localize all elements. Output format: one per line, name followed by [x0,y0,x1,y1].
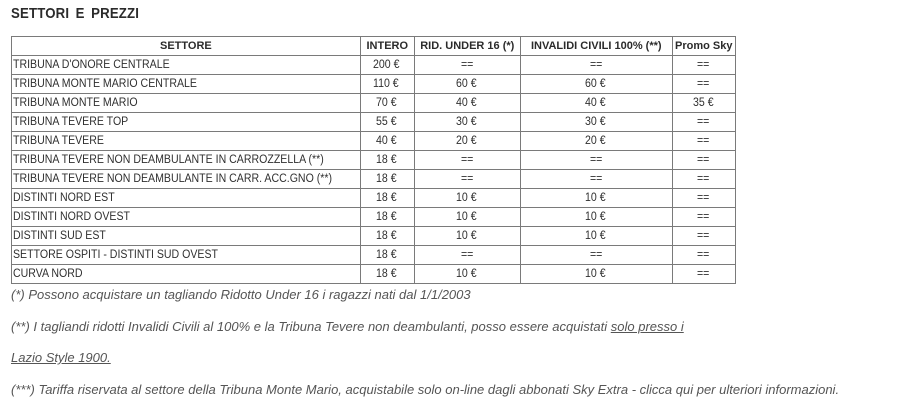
cell-text: 110 € [373,78,399,90]
cell-intero [360,56,414,75]
cell-text: 30 € [456,116,477,128]
cell-intero [360,132,414,151]
note-invalidi-civili [11,319,684,334]
cell-text: == [589,59,602,71]
cell-rid-under-16 [414,94,520,113]
cell-text: 20 € [456,135,477,147]
cell-intero [360,170,414,189]
cell-text: 60 € [585,78,606,90]
cell-text: == [697,211,710,223]
cell-text: TRIBUNA TEVERE [13,135,104,147]
cell-intero [360,75,414,94]
cell-settore [12,94,361,113]
cell-settore [12,56,361,75]
table-row [12,75,736,94]
cell-rid-under-16 [414,113,520,132]
cell-invalidi-civili [520,170,672,189]
lazio-style-link[interactable]: Lazio Style 1900. [11,350,111,365]
cell-intero [360,208,414,227]
cell-promo-sky [672,94,735,113]
cell-text: == [589,249,602,261]
cell-text: == [697,59,710,71]
cell-rid-under-16 [414,56,520,75]
cell-text: DISTINTI NORD EST [13,192,115,204]
cell-text: 70 € [376,97,397,109]
cell-text: == [697,135,710,147]
cell-text: 40 € [585,97,606,109]
cell-settore [12,151,361,170]
cell-rid-under-16 [414,208,520,227]
cell-text: == [697,78,710,90]
cell-text: == [460,59,473,71]
cell-intero [360,265,414,284]
header-promo-sky: Promo Sky [672,37,735,56]
prices-table [11,36,736,284]
cell-rid-under-16 [414,75,520,94]
cell-invalidi-civili [520,246,672,265]
cell-promo-sky [672,246,735,265]
cell-promo-sky [672,56,735,75]
cell-text: CURVA NORD [13,268,83,280]
cell-intero [360,189,414,208]
cell-rid-under-16 [414,227,520,246]
cell-invalidi-civili [520,56,672,75]
cell-intero [360,227,414,246]
cell-promo-sky [672,151,735,170]
note-promo-sky[interactable]: (***) Tariffa riservata al settore della Tribuna Monte Mario, acquistabile solo on-line dagli abbonati Sky Extra - clicca qui per ulteriori informazioni. [11,382,840,397]
cell-text: 18 € [376,211,397,223]
cell-invalidi-civili [520,189,672,208]
cell-text: TRIBUNA MONTE MARIO [13,97,138,109]
cell-text: SETTORE OSPITI - DISTINTI SUD OVEST [13,249,218,261]
cell-text: TRIBUNA TEVERE NON DEAMBULANTE IN CARR. ACC.GNO (**) [13,173,333,185]
cell-text: 18 € [376,173,397,185]
cell-intero [360,151,414,170]
cell-text: DISTINTI NORD OVEST [13,211,130,223]
cell-intero [360,246,414,265]
cell-text: 18 € [376,268,397,280]
cell-text: == [589,173,602,185]
cell-promo-sky [672,113,735,132]
cell-rid-under-16 [414,265,520,284]
cell-text: 60 € [456,78,477,90]
cell-text: 20 € [585,135,606,147]
cell-text: 55 € [376,116,397,128]
cell-text: 10 € [456,211,477,223]
cell-rid-under-16 [414,151,520,170]
cell-rid-under-16 [414,170,520,189]
cell-text: 10 € [585,268,606,280]
cell-text: 18 € [376,249,397,261]
cell-text: 18 € [376,230,397,242]
cell-text: == [697,116,710,128]
table-row [12,94,736,113]
cell-settore [12,227,361,246]
cell-settore [12,75,361,94]
cell-invalidi-civili [520,227,672,246]
header-intero: INTERO [360,37,414,56]
cell-promo-sky [672,189,735,208]
cell-settore [12,189,361,208]
cell-text: TRIBUNA D'ONORE CENTRALE [13,59,170,71]
note-under-16: (*) Possono acquistare un tagliando Ridotto Under 16 i ragazzi nati dal 1/1/2003 [11,287,471,302]
table-row [12,170,736,189]
cell-text: == [697,154,710,166]
cell-text: == [589,154,602,166]
cell-text: 18 € [376,192,397,204]
cell-settore [12,265,361,284]
cell-invalidi-civili [520,75,672,94]
table-row [12,208,736,227]
cell-promo-sky [672,265,735,284]
cell-invalidi-civili [520,208,672,227]
cell-invalidi-civili [520,132,672,151]
cell-text: TRIBUNA TEVERE NON DEAMBULANTE IN CARROZZELLA (**) [13,154,324,166]
cell-text: 10 € [456,192,477,204]
cell-text: 35 € [692,97,714,109]
header-settore: SETTORE [12,37,361,56]
header-invalidi-civili: INVALIDI CIVILI 100% (**) [520,37,672,56]
note-invalidi-text: (**) I tagliandi ridotti Invalidi Civili al 100% e la Tribuna Tevere non deambulanti, posso essere acquistati [11,319,611,334]
cell-text: == [460,154,473,166]
cell-text: == [697,192,710,204]
cell-settore [12,132,361,151]
table-row [12,56,736,75]
cell-text: 10 € [456,268,477,280]
table-row [12,227,736,246]
table-row [12,265,736,284]
cell-text: 40 € [456,97,477,109]
section-title: SETTORI E PREZZI [11,5,140,22]
cell-promo-sky [672,75,735,94]
cell-text: 10 € [585,211,606,223]
cell-text: TRIBUNA MONTE MARIO CENTRALE [13,78,197,90]
cell-text: 10 € [585,230,606,242]
cell-text: 40 € [376,135,397,147]
cell-text: == [697,173,710,185]
cell-rid-under-16 [414,246,520,265]
cell-text: TRIBUNA TEVERE TOP [13,116,129,128]
cell-settore [12,170,361,189]
header-rid-under-16: RID. UNDER 16 (*) [414,37,520,56]
note-lazio-style [11,350,111,365]
cell-text: == [697,249,710,261]
table-row [12,151,736,170]
cell-text: 10 € [585,192,606,204]
cell-invalidi-civili [520,94,672,113]
cell-rid-under-16 [414,132,520,151]
cell-settore [12,246,361,265]
cell-text: DISTINTI SUD EST [13,230,106,242]
cell-intero [360,94,414,113]
table-row [12,246,736,265]
note-invalidi-link[interactable]: solo presso i [610,319,684,334]
cell-invalidi-civili [520,151,672,170]
cell-invalidi-civili [520,265,672,284]
cell-promo-sky [672,132,735,151]
cell-text: 200 € [372,59,400,71]
table-row [12,132,736,151]
cell-intero [360,113,414,132]
cell-promo-sky [672,170,735,189]
cell-rid-under-16 [414,189,520,208]
cell-settore [12,113,361,132]
cell-invalidi-civili [520,113,672,132]
cell-text: == [697,268,710,280]
table-header-row [12,37,736,56]
cell-text: == [460,173,473,185]
table-row [12,113,736,132]
cell-text: == [697,230,710,242]
cell-text: == [460,249,473,261]
table-row [12,189,736,208]
cell-promo-sky [672,208,735,227]
cell-settore [12,208,361,227]
cell-promo-sky [672,227,735,246]
cell-text: 10 € [456,230,477,242]
cell-text: 30 € [585,116,606,128]
cell-text: 18 € [376,154,397,166]
